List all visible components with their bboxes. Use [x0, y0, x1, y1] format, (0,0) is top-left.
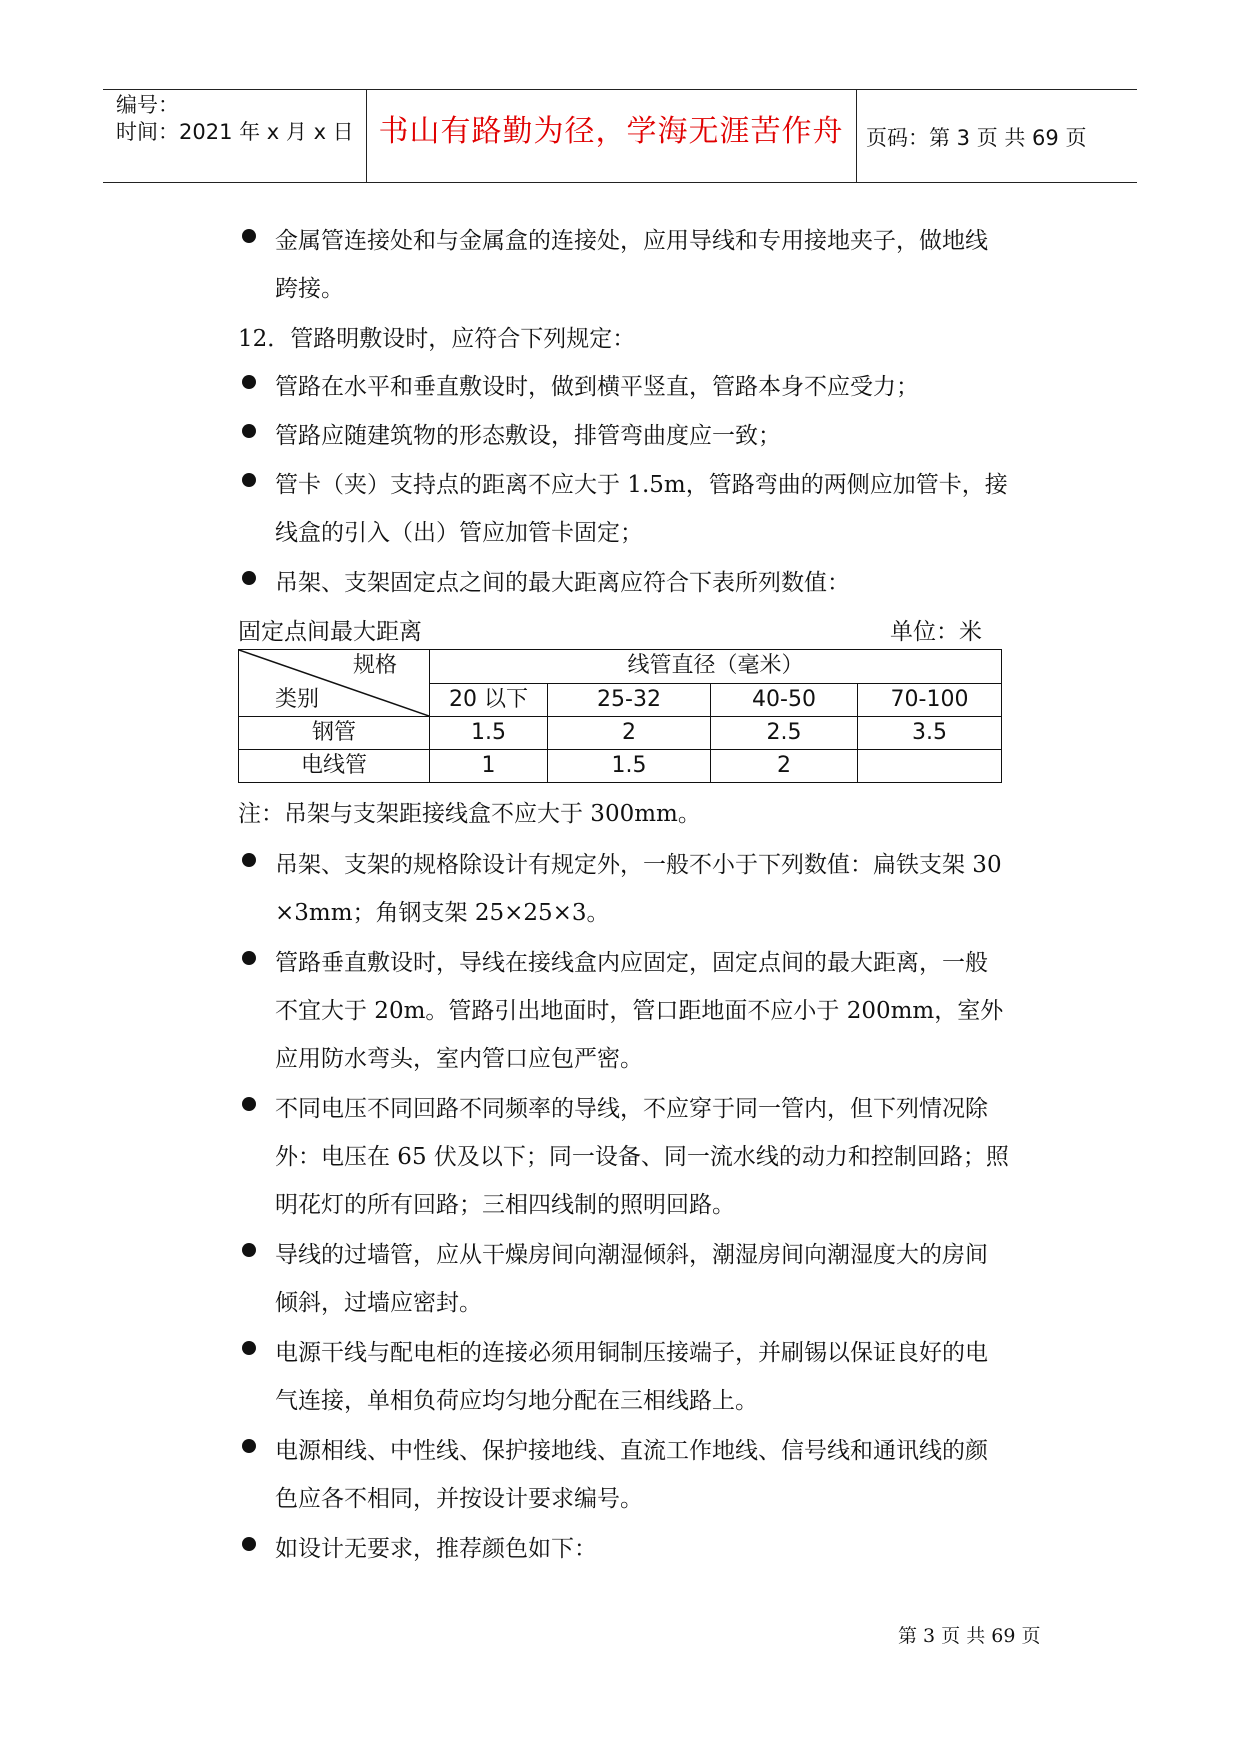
bullet-icon: [242, 1537, 256, 1551]
table-note: 注：吊架与支架距接线盒不应大于 300mm。: [238, 801, 701, 827]
column-header: 20 以下: [430, 683, 548, 717]
bullet-icon: [242, 1243, 256, 1257]
bullet-icon: [242, 229, 256, 243]
paragraph-line: 如设计无要求，推荐颜色如下：: [275, 1536, 597, 1562]
document-number-label: 编号：: [116, 93, 179, 117]
row-label: 电线管: [239, 750, 430, 783]
bullet-icon: [242, 1341, 256, 1355]
paragraph-line: 气连接，单相负荷应均匀地分配在三相线路上。: [275, 1388, 758, 1414]
distance-table: [238, 649, 1002, 783]
document-time-label: 时间：2021 年 x 月 x 日: [116, 120, 354, 144]
paragraph-line: 导线的过墙管，应从干燥房间向潮湿倾斜，潮湿房间向潮湿度大的房间: [275, 1242, 988, 1268]
table-cell: [858, 750, 1002, 783]
paragraph-line: 外：电压在 65 伏及以下；同一设备、同一流水线的动力和控制回路；照: [275, 1144, 1009, 1170]
table-cell: 2: [548, 717, 711, 750]
table-unit: 单位：米: [890, 619, 982, 645]
table-cell: 1: [430, 750, 548, 783]
table-cell: 2.5: [711, 717, 858, 750]
paragraph-line: 跨接。: [275, 276, 344, 302]
paragraph-line: ×3mm；角钢支架 25×25×3。: [275, 900, 610, 926]
column-header: 70-100: [858, 683, 1002, 717]
paragraph-line: 不宜大于 20m。管路引出地面时，管口距地面不应小于 200mm，室外: [275, 998, 1004, 1024]
paragraph-line: 管路垂直敷设时，导线在接线盒内应固定，固定点间的最大距离，一般: [275, 950, 988, 976]
bullet-icon: [242, 853, 256, 867]
header-meta: [116, 92, 354, 146]
row-label: 钢管: [239, 717, 430, 750]
bullet-icon: [242, 424, 256, 438]
table-cell: 2: [711, 750, 858, 783]
column-header: 25-32: [548, 683, 711, 717]
group-header: 线管直径（毫米）: [430, 650, 1002, 684]
bullet-icon: [242, 473, 256, 487]
table-cell: 1.5: [548, 750, 711, 783]
bullet-icon: [242, 1097, 256, 1111]
header-motto: 书山有路勤为径，学海无涯苦作舟: [378, 114, 844, 149]
table-row: [239, 750, 1002, 783]
paragraph-line: 管路在水平和垂直敷设时，做到横平竖直，管路本身不应受力；: [275, 374, 919, 400]
paragraph-line: 应用防水弯头，室内管口应包严密。: [275, 1046, 643, 1072]
paragraph-line: 电源相线、中性线、保护接地线、直流工作地线、信号线和通讯线的颜: [275, 1438, 988, 1464]
paragraph-line: 吊架、支架的规格除设计有规定外，一般不小于下列数值：扁铁支架 30: [275, 852, 1002, 878]
paragraph-line: 电源干线与配电柜的连接必须用铜制压接端子，并刷锡以保证良好的电: [275, 1340, 988, 1366]
paragraph-line: 不同电压不同回路不同频率的导线，不应穿于同一管内，但下列情况除: [275, 1096, 988, 1122]
bullet-icon: [242, 1439, 256, 1453]
table-caption: 固定点间最大距离: [238, 619, 422, 645]
table-cell: 3.5: [858, 717, 1002, 750]
table-header-row: [239, 650, 1002, 684]
paragraph-line: 线盒的引入（出）管应加管卡固定；: [275, 520, 643, 546]
table-corner-cell: [239, 650, 430, 717]
section-heading: 12．管路明敷设时，应符合下列规定：: [238, 326, 636, 352]
paragraph-line: 倾斜，过墙应密封。: [275, 1290, 482, 1316]
paragraph-line: 色应各不相同，并按设计要求编号。: [275, 1486, 643, 1512]
paragraph-line: 管路应随建筑物的形态敷设，排管弯曲度应一致；: [275, 423, 781, 449]
table-row: [239, 717, 1002, 750]
bullet-icon: [242, 375, 256, 389]
table-cell: 1.5: [430, 717, 548, 750]
corner-top-label: 规格: [352, 653, 397, 678]
header-page-label: 页码：第 3 页 共 69 页: [866, 126, 1087, 150]
paragraph-line: 明花灯的所有回路；三相四线制的照明回路。: [275, 1192, 735, 1218]
header-top-rule: [103, 89, 1137, 90]
header-divider-right: [856, 89, 857, 182]
paragraph-line: 吊架、支架固定点之间的最大距离应符合下表所列数值：: [275, 570, 850, 596]
paragraph-line: 管卡（夹）支持点的距离不应大于 1.5m，管路弯曲的两侧应加管卡，接: [275, 472, 1008, 498]
header-bottom-rule: [103, 182, 1137, 183]
column-header: 40-50: [711, 683, 858, 717]
corner-bottom-label: 类别: [275, 687, 320, 712]
paragraph-line: 金属管连接处和与金属盒的连接处，应用导线和专用接地夹子，做地线: [275, 228, 988, 254]
bullet-icon: [242, 951, 256, 965]
bullet-icon: [242, 571, 256, 585]
page-footer: 第 3 页 共 69 页: [898, 1625, 1041, 1647]
diagonal-line: [239, 650, 429, 716]
